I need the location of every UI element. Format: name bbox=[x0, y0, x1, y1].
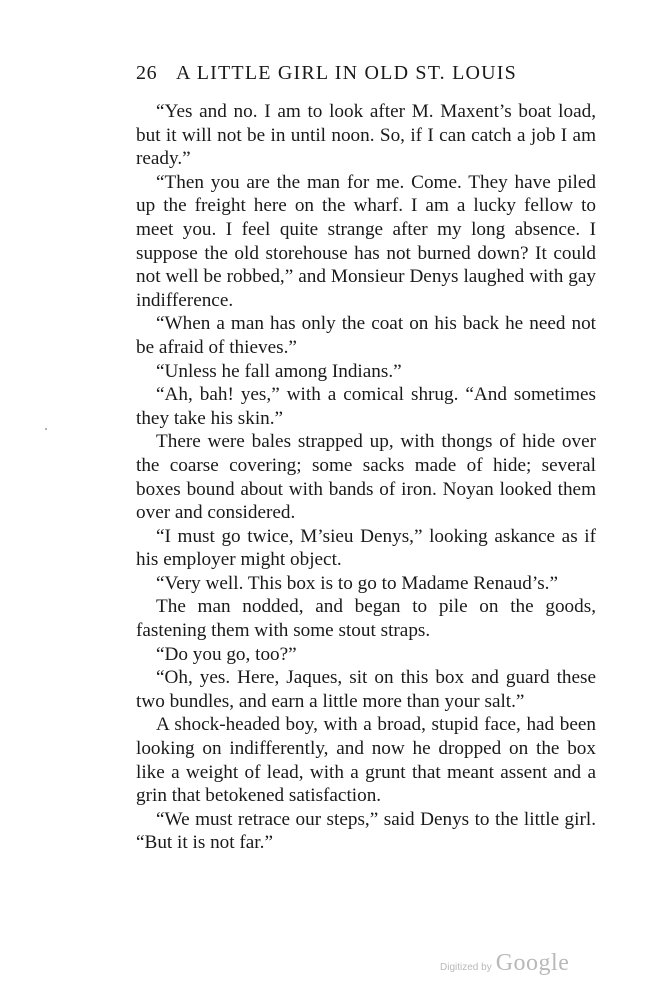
paragraph: “When a man has only the coat on his back he need not be afraid of thieves.” bbox=[136, 313, 596, 358]
scan-speck bbox=[45, 428, 47, 430]
paragraph: “Do you go, too?” bbox=[156, 643, 297, 665]
page-number: 26 bbox=[136, 62, 158, 84]
paragraph: The man nodded, and began to pile on the goods, fastening them with some stout straps. bbox=[136, 596, 596, 642]
body-text bbox=[136, 100, 596, 855]
paragraph: “Yes and no. I am to look after M. Maxent’s boat load, but it will not be in until noon. So, if I can catch a job I am ready.” bbox=[136, 101, 596, 170]
book-page bbox=[136, 62, 596, 855]
paragraph: “Ah, bah! yes,” with a comical shrug. “And sometimes they take his skin.” bbox=[136, 384, 596, 429]
paragraph: A shock-headed boy, with a broad, stupid face, had been looking on indifferently, and now he dropped on the box like a weight of lead, with a grunt that meant assent and a grin that betokened satisfaction. bbox=[136, 714, 596, 807]
paragraph: “Unless he fall among Indians.” bbox=[156, 360, 402, 382]
paragraph: “We must retrace our steps,” said Denys to the little girl. “But it is not far.” bbox=[136, 808, 596, 854]
paragraph: “Very well. This box is to go to Madame Renaud’s.” bbox=[156, 572, 558, 594]
paragraph: “Oh, yes. Here, Jaques, sit on this box and guard these two bundles, and earn a little more than your salt.” bbox=[136, 667, 596, 712]
paragraph: There were bales strapped up, with thongs of hide over the coarse covering; some sacks made of hide; several boxes bound about with bands of iron. Noyan looked them over and considered. bbox=[136, 431, 596, 524]
watermark-prefix: Digitized by bbox=[440, 962, 492, 973]
digitized-watermark bbox=[440, 950, 580, 978]
running-head bbox=[136, 62, 596, 94]
paragraph: “Then you are the man for me. Come. They have piled up the freight here on the wharf. I am a lucky fellow to meet you. I feel quite strange after my long absence. I suppose the old storehouse has not burned down? It could not well be robbed,” and Monsieur Denys laughed with gay indifference. bbox=[136, 171, 596, 311]
running-title: A LITTLE GIRL IN OLD ST. LOUIS bbox=[176, 62, 517, 84]
google-logo: Google bbox=[495, 950, 570, 976]
paragraph: “I must go twice, M’sieu Denys,” looking askance as if his employer might object. bbox=[136, 525, 596, 571]
